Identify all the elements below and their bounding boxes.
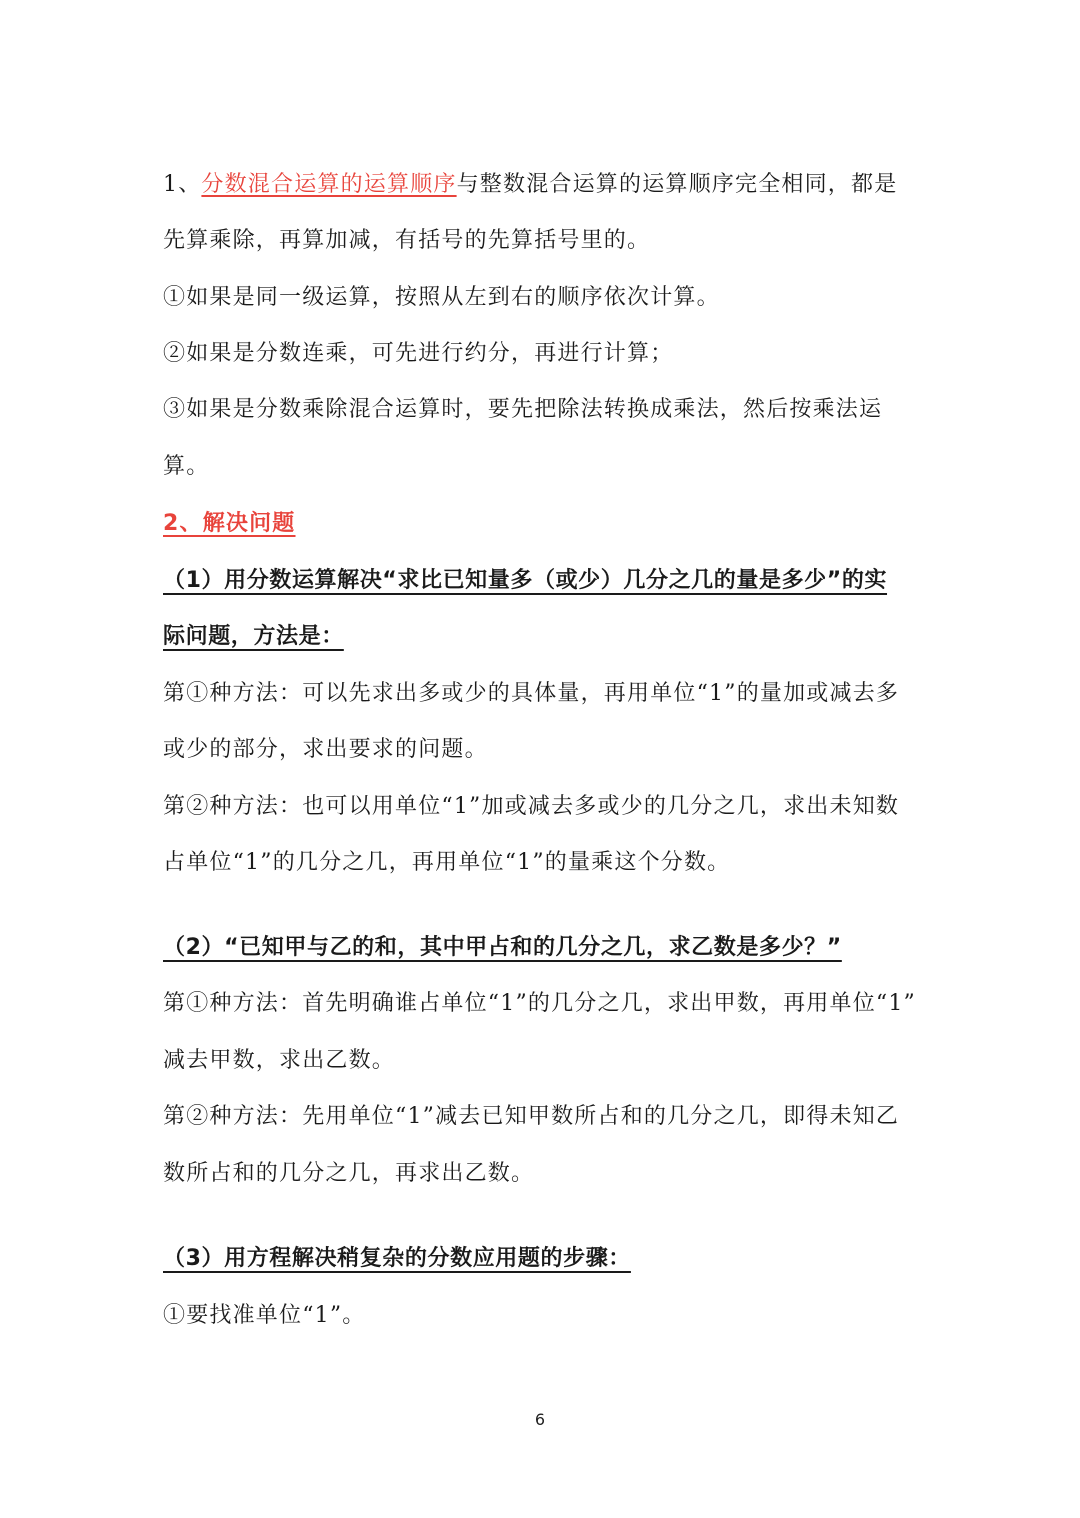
problem1-method1-line1: 第①种方法：可以先求出多或少的具体量，再用单位“1”的量加或减去多: [163, 681, 900, 706]
problem1-heading-line1-row: [163, 566, 923, 596]
page-number: 6: [534, 1410, 546, 1429]
section1-line1: [163, 170, 923, 200]
problem1-method2-line1: 第②种方法：也可以用单位“1”加或减去多或少的几分之几，求出未知数: [163, 794, 900, 819]
problem2-heading-row: [163, 933, 923, 963]
problem1-method1-line2: 或少的部分，求出要求的问题。: [163, 737, 488, 762]
section1-rule2: ②如果是分数连乘，可先进行约分，再进行计算；: [163, 341, 674, 366]
problem2-method2-line2: 数所占和的几分之几，再求出乙数。: [163, 1161, 535, 1186]
section1-rule1: ①如果是同一级运算，按照从左到右的顺序依次计算。: [163, 285, 720, 310]
problem3-heading: （3）用方程解决稍复杂的分数应用题的步骤：: [163, 1246, 631, 1271]
section1-rest: 与整数混合运算的运算顺序完全相同，都是: [456, 172, 898, 197]
problem2-heading: （2）“已知甲与乙的和，其中甲占和的几分之几，求乙数是多少？”: [163, 935, 842, 960]
problem1-heading-line2: 际问题，方法是：: [163, 624, 344, 649]
problem2-method1-line2: 减去甲数，求出乙数。: [163, 1048, 396, 1073]
section1-rule3-line2: 算。: [163, 454, 210, 479]
problem3-heading-row: [163, 1244, 923, 1274]
section1-rule3-line1: ③如果是分数乘除混合运算时，要先把除法转换成乘法，然后按乘法运: [163, 397, 883, 422]
problem3-step1: ①要找准单位“1”。: [163, 1303, 366, 1328]
problem1-heading-line1: （1）用分数运算解决“求比已知量多（或少）几分之几的量是多少”的实: [163, 568, 888, 593]
section2-title-row: [163, 509, 923, 539]
problem2-method1-line1: 第①种方法：首先明确谁占单位“1”的几分之几，求出甲数，再用单位“1”: [163, 991, 916, 1016]
problem2-method2-line1: 第②种方法：先用单位“1”减去已知甲数所占和的几分之几，即得未知乙: [163, 1104, 900, 1129]
problem1-method2-line2: 占单位“1”的几分之几，再用单位“1”的量乘这个分数。: [163, 850, 731, 875]
section1-prefix: 1、: [163, 172, 202, 197]
section2-title: 2、解决问题: [163, 511, 296, 536]
problem1-heading-line2-row: [163, 622, 923, 652]
section1-line2: 先算乘除，再算加减，有括号的先算括号里的。: [163, 228, 651, 253]
section1-highlight: 分数混合运算的运算顺序: [201, 172, 457, 197]
